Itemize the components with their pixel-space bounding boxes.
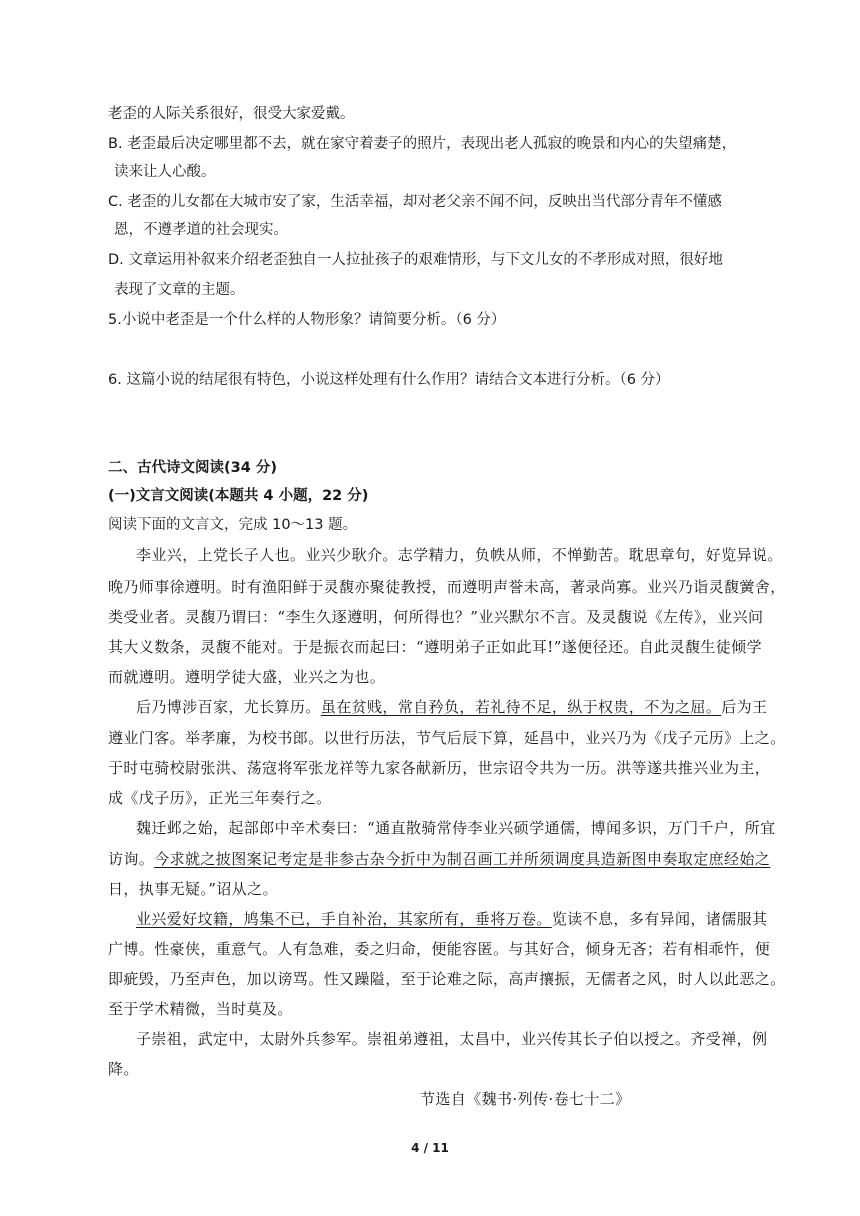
option-d-line1: D. 文章运用补叙来介绍老歪独自一人拉扯孩子的艰难情形，与下文儿女的不孝形成对照，很好地 bbox=[108, 252, 723, 268]
question-5: 5.小说中老歪是一个什么样的人物形象？请简要分析。（6 分） bbox=[108, 312, 506, 328]
section-title: 二、古代诗文阅读(34 分) bbox=[108, 460, 277, 476]
passage-p5-line1: 子崇祖，武定中，太尉外兵参军。崇祖弟遵祖，太昌中，业兴传其长子伯以授之。齐受禅，例 bbox=[136, 1030, 768, 1048]
option-d-line2: 表现了文章的主题。 bbox=[114, 282, 245, 298]
passage-p4-line3: 即疵毁，乃至声色，加以谤骂。性又躁隘，至于论难之际，高声攘振，无儒者之风，时人以此恶之。 bbox=[108, 970, 786, 988]
passage-p4-line2: 广博。性豪侠，重意气。人有急难，委之归命，便能容匿。与其好合，倾身无吝；若有相乖忤，便 bbox=[108, 940, 771, 958]
reading-instruction: 阅读下面的文言文，完成 10～13 题。 bbox=[108, 517, 358, 533]
option-b-line1: B. 老歪最后决定哪里都不去，就在家守着妻子的照片，表现出老人孤寂的晚景和内心的失望痛楚， bbox=[108, 136, 737, 152]
passage-source: 节选自《魏书·列传·卷七十二》 bbox=[420, 1090, 631, 1108]
passage-p1-line2: 晚乃师事徐遵明。时有渔阳鲜于灵馥亦聚徒教授，而遵明声誉未高，著录尚寡。业兴乃诣灵馥黉舍， bbox=[108, 578, 786, 596]
underlined-sentence-1: 虽在贫贱，常自矜负，若礼待不足，纵于权贵，不为之屈。 bbox=[320, 698, 722, 716]
option-a-tail: 老歪的人际关系很好，很受大家爱戴。 bbox=[108, 106, 355, 122]
page-number: 4 / 11 bbox=[411, 1141, 449, 1155]
passage-p4-line1 bbox=[136, 909, 767, 929]
passage-p2-line1-lead: 后乃博涉百家，尤长算历。 bbox=[136, 698, 321, 716]
passage-p3-line1: 魏迁邺之始，起部郎中辛术奏曰：“通直散骑常侍李业兴硕学通儒，博闻多识，万门千户，所宜 bbox=[136, 819, 776, 837]
passage-p2-line1-tail: 后为王 bbox=[721, 698, 768, 716]
passage-p4-line4: 至于学术精微，当时莫及。 bbox=[108, 1000, 293, 1018]
section-subtitle: (一)文言文阅读(本题共 4 小题，22 分) bbox=[108, 488, 369, 504]
underlined-sentence-2: 今求就之披图案记考定是非参古杂今折中为制召画工并所须调度具造新图申奏取定庶经始之 bbox=[154, 850, 771, 868]
underlined-sentence-3: 业兴爱好坟籍，鸠集不已，手自补治，其家所有，垂将万卷。 bbox=[136, 910, 552, 928]
passage-p3-line3: 日，执事无疑。”诏从之。 bbox=[108, 880, 278, 898]
passage-p3-line2 bbox=[108, 849, 770, 869]
passage-p2-line3: 于时屯骑校尉张洪、荡寇将军张龙祥等九家各献新历，世宗诏令共为一历。洪等遂共推兴业为主， bbox=[108, 759, 771, 777]
passage-p5-line2: 降。 bbox=[108, 1060, 139, 1078]
passage-p1-line3: 类受业者。灵馥乃谓曰：“李生久逐遵明，何所得也？”业兴默尔不言。及灵馥说《左传》，业兴问 bbox=[108, 608, 764, 626]
passage-p1-line1: 李业兴，上党长子人也。业兴少耿介。志学精力，负帙从师，不惮勤苦。耽思章句，好览异说。 bbox=[136, 546, 783, 564]
passage-p3-line2-lead: 访询。 bbox=[108, 850, 155, 868]
option-c-line1: C. 老歪的儿女都在大城市安了家，生活幸福，却对老父亲不闻不问，反映出当代部分青年不懂感 bbox=[108, 194, 722, 210]
passage-p2-line4: 成《戊子历》，正光三年奏行之。 bbox=[108, 789, 332, 807]
option-c-line2: 恩，不遵孝道的社会现实。 bbox=[114, 222, 288, 238]
option-b-line2: 读来让人心酸。 bbox=[114, 164, 216, 180]
question-6: 6. 这篇小说的结尾很有特色，小说这样处理有什么作用？请结合文本进行分析。（6 分） bbox=[108, 372, 670, 388]
passage-p2-line1 bbox=[136, 697, 767, 717]
passage-p4-line1-tail: 览读不息，多有异闻，诸儒服其 bbox=[551, 910, 768, 928]
passage-p2-line2: 遵业门客。举孝廉，为校书郎。以世行历法，节气后辰下算，延昌中，业兴乃为《戊子元历》上之。 bbox=[108, 729, 786, 747]
passage-p1-line5: 而就遵明。遵明学徒大盛，业兴之为也。 bbox=[108, 668, 386, 686]
passage-p1-line4: 其大义数条，灵馥不能对。于是振衣而起曰：“遵明弟子正如此耳!”遂便径还。自此灵馥生徒倾学 bbox=[108, 638, 762, 656]
